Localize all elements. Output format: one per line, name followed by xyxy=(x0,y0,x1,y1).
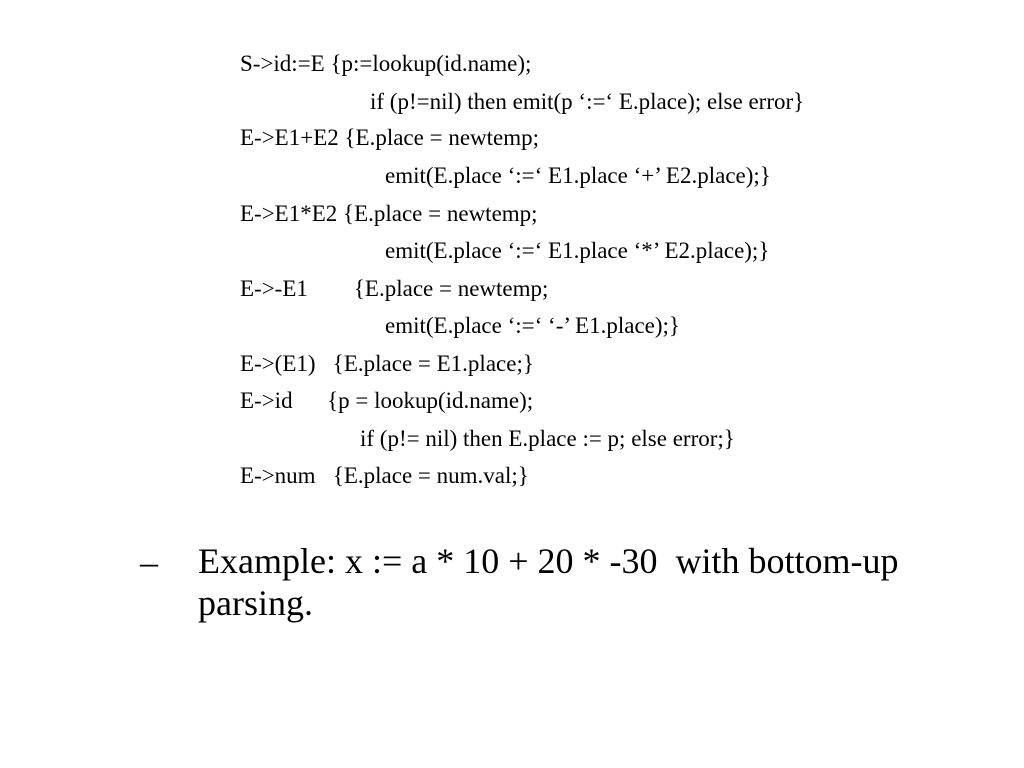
grammar-rule-line: E->(E1) {E.place = E1.place;} xyxy=(240,351,534,376)
example-bullet-text: Example: x := a * 10 + 20 * -30 with bottom-up parsing. xyxy=(198,541,908,623)
grammar-rule-line: if (p!= nil) then E.place := p; else error;} xyxy=(360,426,735,451)
grammar-rule-line: E->E1*E2 {E.place = newtemp; xyxy=(240,201,538,226)
grammar-rule-line: S->id:=E {p:=lookup(id.name); xyxy=(240,51,532,76)
grammar-rule-line: if (p!=nil) then emit(p ‘:=‘ E.place); else error} xyxy=(370,89,805,114)
grammar-rule-line: emit(E.place ‘:=‘ E1.place ‘*’ E2.place);} xyxy=(385,238,770,263)
grammar-rule-line: E->num {E.place = num.val;} xyxy=(240,463,529,488)
grammar-rule-line: emit(E.place ‘:=‘ E1.place ‘+’ E2.place);} xyxy=(385,163,771,188)
grammar-rule-line: E->E1+E2 {E.place = newtemp; xyxy=(240,125,540,150)
bullet-marker: – xyxy=(140,542,158,582)
grammar-rule-line: emit(E.place ‘:=‘ ‘-’ E1.place);} xyxy=(385,313,680,338)
grammar-rule-line: E->-E1 {E.place = newtemp; xyxy=(240,276,549,301)
grammar-rule-line: E->id {p = lookup(id.name); xyxy=(240,388,534,413)
